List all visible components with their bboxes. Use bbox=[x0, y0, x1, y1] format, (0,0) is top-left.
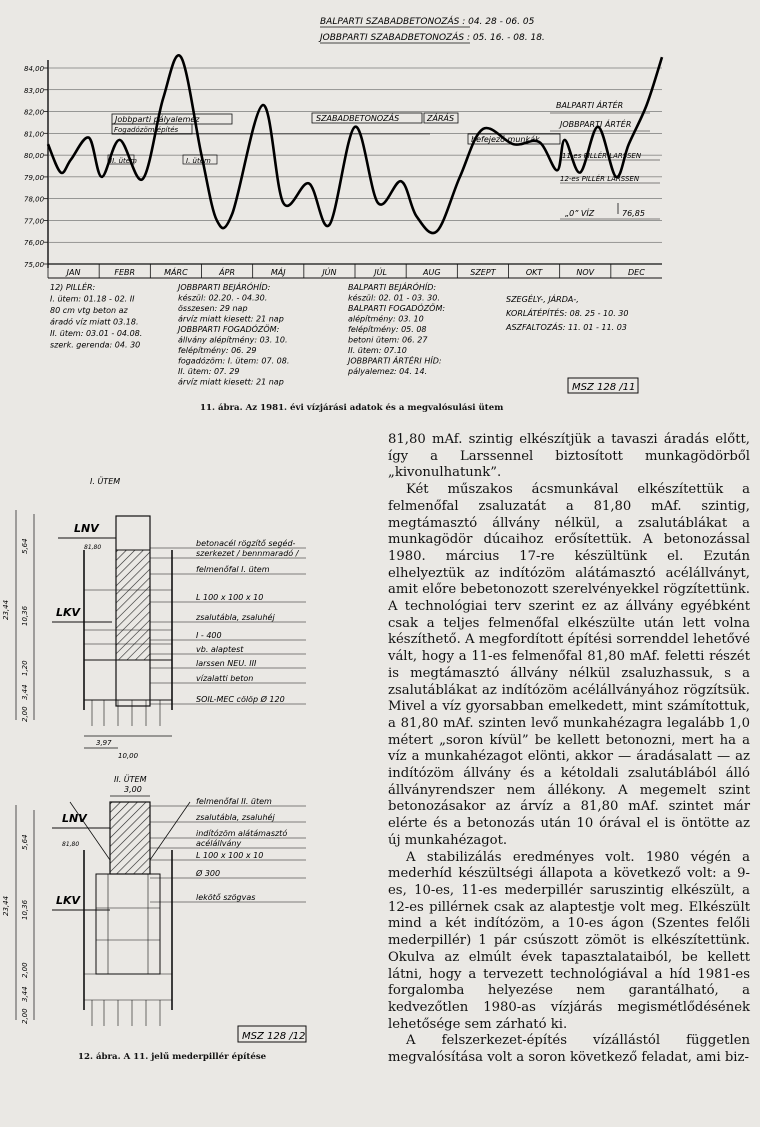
drawing-label: SOIL-MEC cölöp Ø 120 bbox=[196, 695, 285, 704]
band-utem-ii: II. ütem bbox=[110, 157, 137, 165]
y-tick-label: 75,00 bbox=[24, 261, 45, 269]
drawing-label: betonacél rögzítő segéd- bbox=[196, 539, 296, 548]
note-line: SZEGÉLY-, JÁRDA-, bbox=[506, 295, 579, 304]
notes-col-1 bbox=[50, 281, 142, 350]
dimension: 2,00 bbox=[21, 1008, 29, 1024]
stage1-heading: I. ÜTEM bbox=[90, 477, 121, 486]
dimension: 3,44 bbox=[21, 684, 29, 700]
y-tick-label: 79,00 bbox=[24, 173, 45, 182]
notes-col-3 bbox=[346, 281, 445, 376]
stage2-labels bbox=[150, 797, 306, 902]
note-line: BALPARTI BEJÁRÓHÍD: bbox=[348, 283, 437, 292]
x-tick-label: AUG bbox=[422, 268, 441, 277]
y-tick-label: 78,00 bbox=[24, 195, 45, 204]
y-tick-label: 77,00 bbox=[24, 217, 45, 226]
x-tick-label: NOV bbox=[576, 268, 595, 277]
band-balparti-arter: BALPARTI ÁRTÉR bbox=[556, 101, 624, 110]
y-tick-label: 83,00 bbox=[24, 86, 45, 95]
y-tick-label: 81,00 bbox=[24, 130, 45, 139]
band-palyalemez: Jobbparti pályalemez bbox=[115, 115, 200, 124]
drawing-label: larssen NEU. III bbox=[196, 659, 257, 668]
dimension: 5,64 bbox=[21, 834, 29, 850]
s2-8180: 81,80 bbox=[62, 841, 80, 848]
band-szabadbetonozas: SZABADBETONOZÁS bbox=[316, 114, 400, 123]
x-tick-label: OKT bbox=[525, 268, 543, 277]
y-tick-label: 76,00 bbox=[24, 239, 45, 248]
drawing-label: I - 400 bbox=[196, 631, 222, 640]
figure-11-caption: 11. ábra. Az 1981. évi vízjárási adatok és a megvalósulási ütem bbox=[200, 403, 504, 413]
note-line: II. ütem: 07. 29 bbox=[178, 367, 240, 376]
drawing-label: indítózöm alátámasztó bbox=[196, 829, 288, 838]
note-line: ASZFALTOZÁS: 11. 01 - 11. 03 bbox=[506, 323, 627, 332]
note-line: II. ütem: 07.10 bbox=[348, 346, 407, 355]
note-line: összesen: 29 nap bbox=[178, 304, 248, 313]
notes-col-2 bbox=[176, 281, 289, 387]
stage2-dims bbox=[2, 834, 29, 1024]
band-fogadozom: Fogadózöm építés bbox=[114, 126, 179, 134]
band-pillerlarssen: 11-es PILLÉR LARSSEN bbox=[562, 152, 642, 160]
note-line: készül: 02. 01 - 03. 30. bbox=[348, 293, 440, 303]
note-line: JOBBPARTI ÁRTÉRI HÍD: bbox=[348, 356, 442, 366]
water-level-line bbox=[48, 55, 662, 233]
s2-top-dim: 3,00 bbox=[124, 785, 142, 794]
x-tick-label: MÁJ bbox=[270, 268, 286, 277]
note-line: alépítmény: 03. 10 bbox=[348, 314, 424, 324]
note-line: KORLÁTÉPÍTÉS: 08. 25 - 10. 30 bbox=[506, 309, 629, 318]
x-tick-label: MÁRC bbox=[164, 268, 188, 277]
zero-water: „0” VÍZ bbox=[565, 209, 595, 218]
x-tick-label: JÚL bbox=[374, 268, 387, 277]
x-tick-label: DEC bbox=[628, 268, 645, 277]
drawing-label: zsalutábla, zsaluhéj bbox=[196, 813, 275, 822]
drawing-label: acélállvány bbox=[196, 839, 242, 848]
s2-lnv: LNV bbox=[62, 812, 87, 825]
dimension: 2,00 bbox=[21, 706, 29, 722]
figure-12-drawing bbox=[0, 430, 380, 1070]
y-tick-label: 84,00 bbox=[24, 65, 45, 73]
paragraph-1: 81,80 mAf. szintig elkészítjük a tavaszi áradás előtt, így a Larssennel biztosított munkagödörből „kivonulhatunk”. bbox=[388, 432, 750, 481]
dimension: 5,64 bbox=[21, 538, 29, 554]
band-zaras: ZÁRÁS bbox=[427, 114, 455, 123]
s1-dim-1000: 10,00 bbox=[118, 752, 139, 760]
drawing-label: felmenőfal II. ütem bbox=[196, 797, 272, 806]
dimension: 1,20 bbox=[21, 660, 29, 676]
note-line: II. ütem: 03.01 - 04.08. bbox=[50, 329, 143, 338]
dimension: 10,36 bbox=[21, 899, 29, 920]
dimension: 3,44 bbox=[21, 986, 29, 1002]
s1-dim-397: 3,97 bbox=[96, 739, 112, 747]
x-tick-label: JAN bbox=[66, 268, 81, 277]
note-line: 12) PILLÉR: bbox=[50, 283, 96, 292]
title-right: JOBBPARTI SZABADBETONOZÁS : 05. 16. - 08. 18. bbox=[320, 33, 545, 43]
note-line: áradó víz miatt 03.18. bbox=[50, 317, 139, 327]
dimension: 23,44 bbox=[2, 895, 10, 916]
dimension: 23,44 bbox=[2, 599, 10, 620]
s1-lkv: LKV bbox=[56, 606, 81, 619]
figure-12-caption: 12. ábra. A 11. jelű mederpillér építése bbox=[78, 1052, 267, 1062]
band-pillerlarssen2: 12-es PILLÉR LARSSEN bbox=[560, 175, 640, 183]
drawing-label: Ø 300 bbox=[196, 869, 221, 878]
note-line: fogadózöm: I. ütem: 07. 08. bbox=[178, 356, 290, 366]
band-jobbparti-arter: JOBBPARTI ÁRTÉR bbox=[560, 120, 632, 129]
band-befejezo: befejező munkák bbox=[471, 135, 540, 144]
stamp-11: MSZ 128 /11 bbox=[572, 382, 636, 393]
note-line: árvíz miatt kiesett: 21 nap bbox=[178, 314, 284, 324]
article-text bbox=[388, 432, 750, 1067]
note-line: állvány alépítmény: 03. 10. bbox=[178, 335, 288, 345]
x-tick-label: ÁPR bbox=[219, 268, 236, 277]
stage2-heading: II. ÜTEM bbox=[114, 775, 147, 784]
schedule-bands bbox=[108, 99, 660, 219]
notes-col-4 bbox=[505, 293, 628, 332]
note-line: JOBBPARTI FOGADÓZÖM: bbox=[178, 325, 280, 334]
note-line: 80 cm vtg beton az bbox=[50, 306, 128, 315]
drawing-label: zsalutábla, zsaluhéj bbox=[196, 613, 275, 622]
y-tick-label: 82,00 bbox=[24, 108, 45, 117]
note-line: I. ütem: 01.18 - 02. II bbox=[50, 294, 135, 304]
y-tick-label: 80,00 bbox=[24, 152, 45, 161]
note-line: árvíz miatt kiesett: 21 nap bbox=[178, 377, 284, 387]
note-line: pályalemez: 04. 14. bbox=[348, 367, 428, 376]
drawing-label: lekötő szögvas bbox=[196, 893, 256, 902]
s1-lnv: LNV bbox=[74, 522, 99, 535]
y-axis bbox=[24, 65, 48, 269]
band-utem-i: I. ütem bbox=[186, 157, 211, 165]
paragraph-2: Két műszakos ácsmunkával elkészítettük a felmenőfal zsaluzatát a 81,80 mAf. szintig, megtámasztó állvány nélkül, a zsalutáblákat a munkagödör dúcaihoz erősítettük. A betonozással 1980. március 17-re készültünk el. Ezután elhelyeztük az indítózöm alátámasztó acélállványt, amit előre bebetonozott szerelvényekkel rögzítettünk. A technológiai terv szerint ez az állvány egyébként csak a teljes felmenőfal elkészülte után lett volna készíthető. A megfordított építési sorrenddel lehetővé vált, hogy a 11-es felmenőfal 81,80 mAf. feletti részét is megtámasztó állvány nélkül zsaluzhassuk, s a zsalutáblákat az indítózöm acélállványához rögzítsük. Mivel a víz gyorsabban emelkedett, mint számítottuk, a 81,80 mAf. szinten levő munkahézagra legalább 1,0 métert „soron kívül” be kellett betonozni, mert ha a víz a munkahézagot elönti, akkor — áradásalatt — az indítózöm állvány és a kétoldali zsalutáblából álló állványrendszer nem állékony. A megemelt szint betonozásakor az árvíz a 81,80 mAf. szintet már elérte és a betonozás után 10 órával el is öntötte az új munkahézagot. bbox=[388, 482, 750, 848]
x-tick-label: FEBR bbox=[114, 268, 136, 277]
drawing-label: vb. alaptest bbox=[196, 645, 244, 654]
stamp-12: MSZ 128 /12 bbox=[242, 1031, 306, 1042]
stage1-labels bbox=[150, 538, 306, 704]
schedule-notes bbox=[50, 281, 628, 387]
paragraph-3: A stabilizálás eredményes volt. 1980 végén a mederhíd készültségi állapota a következő volt: a 9-es, 10-es, 11-es mederpillér saruszintig elkészült, a 12-es pillérnek csak az alaptestje volt meg. Elkészült mind a két indítózöm, a 10-es ágon (Szentes felőli mederpillér) 1 pár csúszott zömöt is elkészítettünk. Okulva az elmúlt évek tapasztalataiból, be kellett látni, hogy a tervezett technológiával a híd 1981-es forgalomba helyezése nem garantálható, a kedvezőtlen 1980-as vízjárás megismétlődésének lehetősége sem zárható ki. bbox=[388, 849, 750, 1032]
figure-11-chart bbox=[0, 0, 760, 420]
x-tick-label: JÚN bbox=[322, 268, 337, 277]
drawing-label: L 100 x 100 x 10 bbox=[196, 593, 264, 602]
dimension: 10,36 bbox=[21, 605, 29, 626]
drawing-label: szerkezet / bennmaradó / bbox=[196, 549, 299, 558]
s1-8180: 81,80 bbox=[84, 544, 102, 551]
dimension: 2,00 bbox=[21, 962, 29, 978]
note-line: JOBBPARTI BEJÁRÓHÍD: bbox=[178, 283, 271, 292]
drawing-label: vízalatti beton bbox=[196, 674, 254, 683]
stage1-dims bbox=[2, 538, 29, 722]
drawing-label: felmenőfal I. ütem bbox=[196, 565, 270, 574]
title-left: BALPARTI SZABADBETONOZÁS : 04. 28 - 06. 05 bbox=[320, 17, 535, 27]
note-line: BALPARTI FOGADÓZÖM: bbox=[348, 304, 446, 313]
x-axis bbox=[48, 264, 645, 278]
zero-water-value: 76,85 bbox=[622, 209, 645, 218]
note-line: készül: 02.20. - 04.30. bbox=[178, 293, 268, 303]
paragraph-4: A felszerkezet-építés vízállástól független megvalósítása volt a soron következő feladat, ami biz- bbox=[388, 1033, 750, 1066]
note-line: felépítmény: 06. 29 bbox=[178, 346, 257, 355]
note-line: felépítmény: 05. 08 bbox=[348, 325, 427, 334]
s2-lkv: LKV bbox=[56, 894, 81, 907]
note-line: szerk. gerenda: 04. 30 bbox=[50, 340, 141, 350]
x-tick-label: SZEPT bbox=[470, 268, 496, 277]
note-line: betoni ütem: 06. 27 bbox=[348, 335, 428, 345]
drawing-label: L 100 x 100 x 10 bbox=[196, 851, 264, 860]
